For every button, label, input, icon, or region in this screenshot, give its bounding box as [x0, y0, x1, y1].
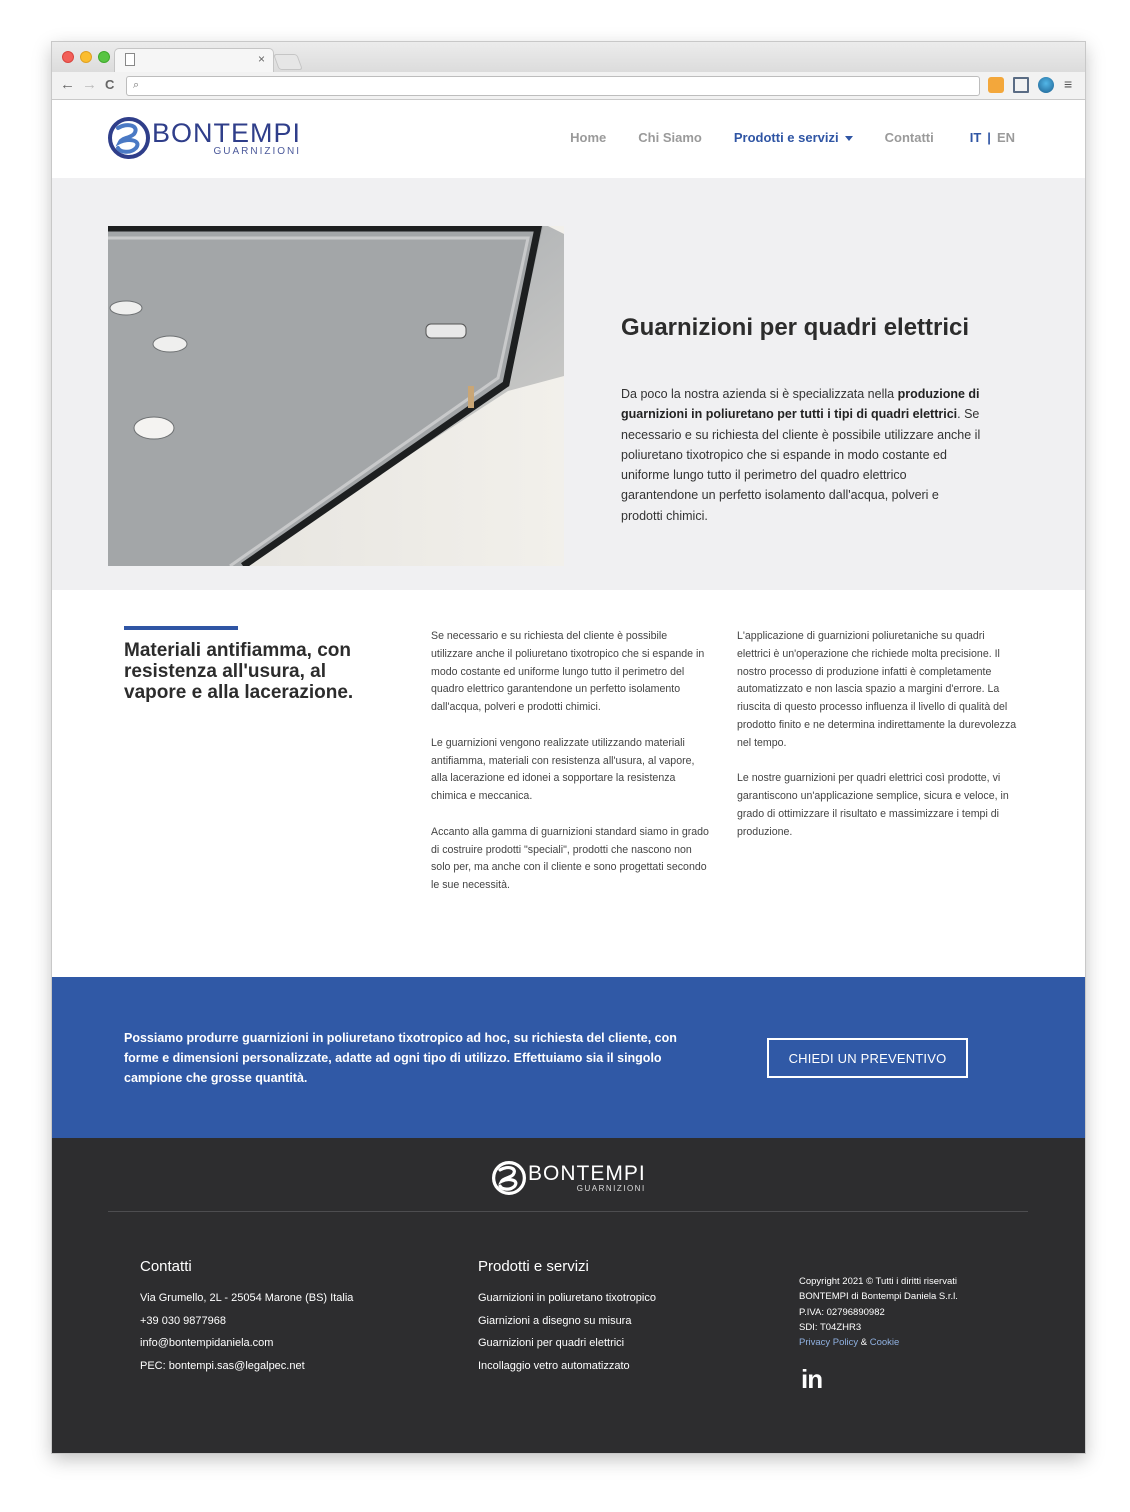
- footer-product-link[interactable]: Guarnizioni in poliuretano tixotropico: [478, 1292, 656, 1304]
- nav-prodotti-servizi[interactable]: [734, 130, 853, 145]
- details-section: [52, 590, 1085, 977]
- site-logo[interactable]: [108, 116, 301, 160]
- footer-phone-link[interactable]: +39 030 9877968: [140, 1314, 226, 1327]
- language-switcher: [970, 130, 1015, 145]
- footer-address: Via Grumello, 2L - 25054 Marone (BS) Italia: [140, 1292, 354, 1304]
- cta-banner: [52, 977, 1085, 1138]
- footer-pec-link[interactable]: PEC: bontempi.sas@legalpec.net: [140, 1359, 305, 1372]
- hero-section: [52, 178, 1085, 590]
- footer-brand-subtitle: GUARNIZIONI: [576, 1184, 646, 1193]
- browser-toolbar: [52, 72, 1085, 100]
- footer-brand-name: BONTEMPI: [528, 1162, 646, 1185]
- bontempi-logo-icon: [492, 1160, 526, 1196]
- browser-window: [52, 42, 1085, 1453]
- company-name: BONTEMPI di Bontempi Daniela S.r.l.: [799, 1291, 958, 1303]
- footer-product-link[interactable]: Guarnizioni per quadri elettrici: [478, 1337, 625, 1349]
- hero-text-bold: produzione di guarnizioni in poliuretano per tutti i tipi di quadri elettrici: [621, 387, 980, 422]
- legal-links: [799, 1335, 958, 1350]
- privacy-policy-link[interactable]: Privacy Policy: [799, 1337, 859, 1349]
- minimize-window-button[interactable]: [80, 51, 92, 63]
- paragraph: Le guarnizioni vengono realizzate utilizzando materiali antifiamma, materiali con resistenza all'usura, al vapore, alla lacerazione ed idonei a sopportare la resistenza chimica e meccanica.: [431, 736, 695, 803]
- details-column-1: [431, 628, 711, 913]
- footer-email-link[interactable]: info@bontempidaniela.com: [140, 1337, 274, 1349]
- details-column-2: [737, 628, 1017, 859]
- maximize-window-button[interactable]: [98, 51, 110, 63]
- paragraph: Accanto alla gamma di guarnizioni standard siamo in grado di costruire prodotti "speciali", prodotti che nascono non solo per, ma anche con il cliente e sono progettati secondo le sue necessità.: [431, 825, 709, 892]
- window-controls: [62, 51, 110, 63]
- paragraph: Le nostre guarnizioni per quadri elettrici così prodotte, vi garantiscono un'applicazione semplice, sicura e veloce, in grado di ottimizzare il risultato e massimizzare i tempi di produzione.: [737, 772, 1009, 838]
- hero-text-part2: . Se necessario e su richiesta del cliente è possibile utilizzare anche il poliuretano tixotropico che si espande in modo costante ed uniforme lungo tutto il perimetro del quadro elettrico garantendone un perfetto isolamento dall'acqua, polveri e prodotti chimici.: [621, 407, 981, 523]
- footer-contacts-title: Contatti: [140, 1258, 192, 1275]
- bontempi-logo-icon: [108, 116, 150, 160]
- brand-name: BONTEMPI: [152, 118, 302, 148]
- nav-contatti[interactable]: Contatti: [884, 130, 934, 145]
- extension-chart-icon[interactable]: [988, 77, 1004, 93]
- brand-subtitle: GUARNIZIONI: [213, 146, 302, 157]
- back-arrow-icon[interactable]: ←: [60, 76, 75, 93]
- nav-home[interactable]: Home: [570, 130, 607, 145]
- cookie-link[interactable]: Cookie: [869, 1337, 900, 1349]
- lang-en[interactable]: EN: [996, 130, 1015, 145]
- vat-number: P.IVA: 02796890982: [799, 1306, 885, 1318]
- footer-product-link[interactable]: Incollaggio vetro automatizzato: [478, 1359, 630, 1372]
- footer-products: [478, 1258, 656, 1377]
- browser-tab[interactable]: [114, 48, 274, 72]
- site-footer: [52, 1138, 1085, 1453]
- footer-products-title: Prodotti e servizi: [478, 1258, 589, 1275]
- hero-text-part1: Da poco la nostra azienda si è specializzata nella: [621, 387, 898, 401]
- lang-it[interactable]: IT: [969, 130, 982, 145]
- footer-contacts: [140, 1258, 353, 1377]
- chevron-down-icon: [845, 136, 853, 141]
- sdi-code: SDI: T04ZHR3: [799, 1321, 862, 1333]
- footer-product-link[interactable]: Giarnizioni a disegno su misura: [478, 1314, 632, 1327]
- electrical-panel-photo: [108, 226, 564, 566]
- paragraph: Se necessario e su richiesta del cliente è possibile utilizzare anche il poliuretano tixotropico che si espande in modo costante ed uniforme lungo tutto il perimetro del quadro elettrico garantendone un perfetto isolamento dall'acqua, polveri e prodotti chimici.: [431, 630, 705, 714]
- browser-menu-icon[interactable]: ≡: [1064, 76, 1073, 92]
- paragraph: L'applicazione di guarnizioni poliuretaniche su quadri elettrici è un'operazione che richiede molta precisione. Il nostro processo di produzione infatti è completamente automatizzato e non lascia spazio a margini d'errore. La riuscita di questo processo influenza il livello di qualità del prodotto finito e ne determina indirettamente la durevolezza nel tempo.: [737, 630, 1017, 749]
- browser-titlebar: [52, 42, 1085, 72]
- footer-divider: [108, 1211, 1028, 1212]
- cta-text: Possiamo produrre guarnizioni in poliuretano tixotropico ad hoc, su richiesta del cliente, con forme e dimensioni personalizzate, adatte ad ogni tipo di utilizzo. Effettuiamo sia il singolo campione che grosse quantità.: [124, 1031, 677, 1085]
- address-bar[interactable]: [126, 76, 980, 96]
- copyright-text: Copyright 2021 © Tutti i diritti riservati: [799, 1276, 958, 1287]
- document-icon: [125, 53, 135, 66]
- hero-title: Guarnizioni per quadri elettrici: [621, 314, 970, 341]
- footer-logo[interactable]: [492, 1160, 646, 1196]
- search-icon: ⌕: [133, 79, 140, 91]
- tab-close-icon[interactable]: ×: [257, 52, 265, 66]
- nav-prodotti-label: Prodotti e servizi: [733, 130, 839, 145]
- footer-legal: [799, 1274, 958, 1350]
- extension-frame-icon[interactable]: [1013, 77, 1029, 93]
- hero-image: [108, 226, 564, 566]
- main-nav: [538, 130, 1015, 145]
- lang-separator: |: [987, 130, 991, 145]
- extension-globe-icon[interactable]: [1038, 77, 1054, 93]
- new-tab-button[interactable]: [273, 54, 303, 70]
- hero-description: [621, 384, 981, 526]
- quote-request-button[interactable]: CHIEDI UN PREVENTIVO: [767, 1038, 968, 1078]
- accent-divider: [124, 626, 238, 630]
- nav-chi-siamo[interactable]: Chi Siamo: [638, 130, 702, 145]
- forward-arrow-icon[interactable]: →: [82, 76, 97, 93]
- linkedin-icon[interactable]: in: [801, 1364, 823, 1394]
- close-window-button[interactable]: [62, 51, 74, 63]
- legal-links-amp: &: [860, 1337, 868, 1349]
- site-header: [52, 100, 1085, 178]
- details-title: Materiali antifiamma, con resistenza all'usura, al vapore e alla lacerazione.: [124, 640, 354, 703]
- reload-icon[interactable]: C: [105, 77, 115, 92]
